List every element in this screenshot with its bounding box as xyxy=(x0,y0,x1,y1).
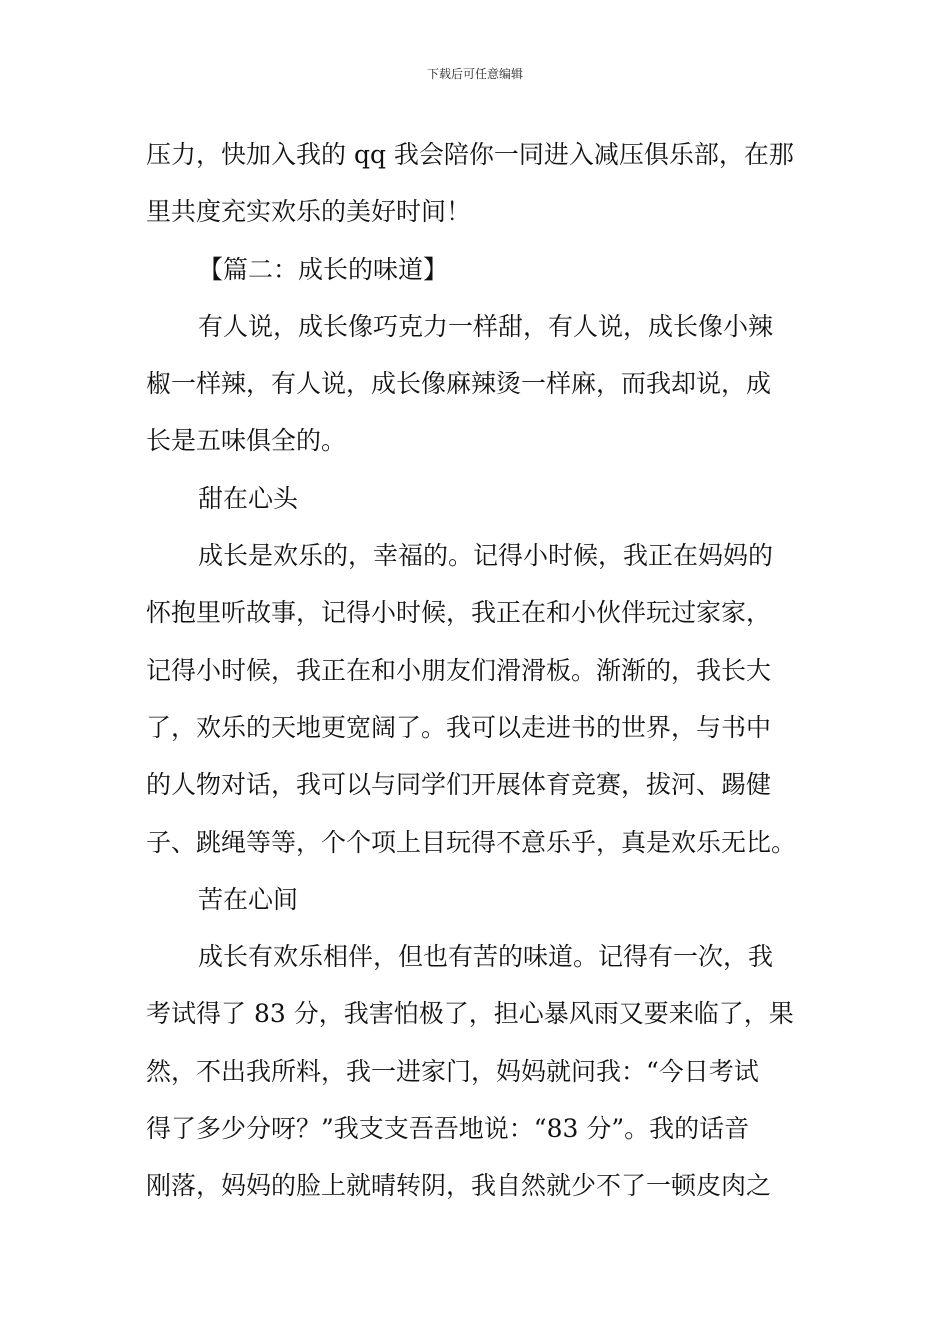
paragraph-start-line: 有人说，成长像巧克力一样甜，有人说，成长像小辣 xyxy=(198,311,774,341)
body-line: 压力，快加入我的 qq 我会陪你一同进入减压俱乐部，在那 xyxy=(146,140,794,169)
subheading: 甜在心头 xyxy=(198,483,299,513)
body-line: 的人物对话，我可以与同学们开展体育竞赛，拔河、踢健 xyxy=(146,770,772,800)
body-line: 记得小时候，我正在和小朋友们滑滑板。渐渐的，我长大 xyxy=(146,655,772,685)
body-line: 怀抱里听故事，记得小时候，我正在和小伙伴玩过家家， xyxy=(146,598,772,628)
subheading: 苦在心间 xyxy=(198,884,299,914)
body-line: 刚落，妈妈的脸上就晴转阴，我自然就少不了一顿皮肉之 xyxy=(146,1171,772,1201)
body-line: 考试得了 83 分，我害怕极了，担心暴风雨又要来临了，果 xyxy=(146,999,794,1029)
body-line: 了，欢乐的天地更宽阔了。我可以走进书的世界，与书中 xyxy=(146,712,772,742)
paragraph-start-line: 成长是欢乐的，幸福的。记得小时候，我正在妈妈的 xyxy=(198,541,774,571)
body-line: 子、跳绳等等，个个项上目玩得不意乐乎，真是欢乐无比。 xyxy=(146,827,797,857)
body-line: 长是五味俱全的。 xyxy=(146,426,347,456)
document-body xyxy=(146,126,808,1215)
body-line: 然，不出我所料，我一进家门，妈妈就问我：“今日考试 xyxy=(146,1056,759,1086)
section-heading: 【篇二：成长的味道】 xyxy=(198,254,449,284)
body-line: 得了多少分呀？”我支支吾吾地说：“83 分”。我的话音 xyxy=(146,1114,750,1144)
body-line: 椒一样辣，有人说，成长像麻辣烫一样麻，而我却说，成 xyxy=(146,369,772,399)
paragraph-start-line: 成长有欢乐相伴，但也有苦的味道。记得有一次，我 xyxy=(198,942,774,972)
body-line: 里共度充实欢乐的美好时间！ xyxy=(146,197,472,227)
page-header: 下载后可任意编辑 xyxy=(426,67,523,81)
